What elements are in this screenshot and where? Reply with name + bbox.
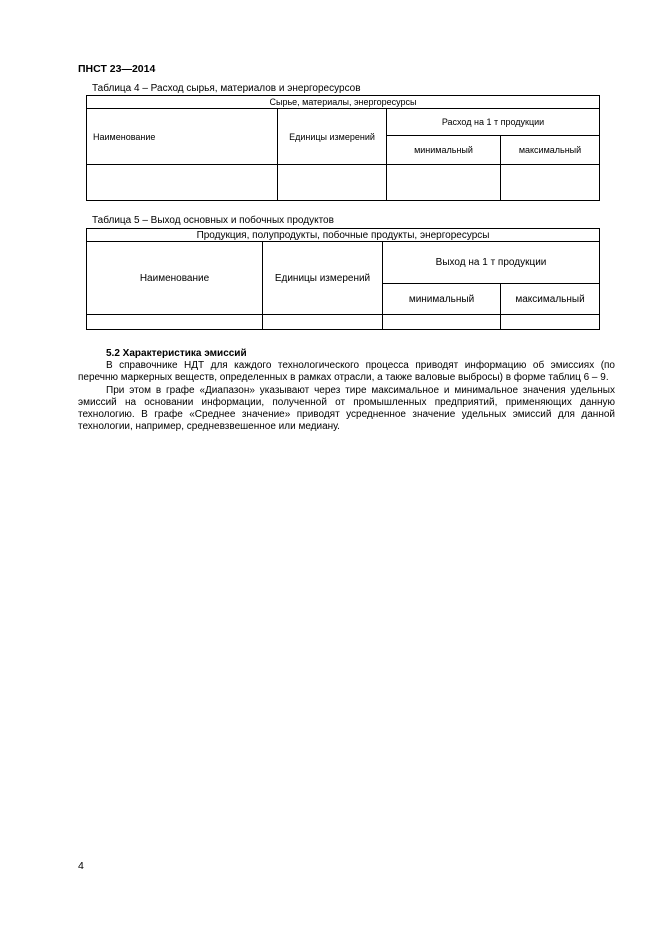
table4-col-min: минимальный bbox=[387, 136, 501, 165]
table4-caption: Таблица 4 – Расход сырья, материалов и энергоресурсов bbox=[92, 83, 361, 94]
paragraph: При этом в графе «Диапазон» указывают через тире максимальное и минимальное значения удельных эмиссий на основании информации, полученной от промышленных предприятий, применяющих данную технологию. В графе «Среднее значение» приводят усредненное значение удельных эмиссий для данной технологии, например, средневзвешенное или медиану. bbox=[78, 384, 615, 433]
table5-col-max: максимальный bbox=[501, 284, 600, 315]
table-cell bbox=[87, 315, 263, 330]
table-cell bbox=[387, 165, 501, 201]
table4-empty-row bbox=[87, 165, 600, 201]
table4 bbox=[86, 95, 600, 201]
table5-col-min: минимальный bbox=[383, 284, 501, 315]
table5-caption: Таблица 5 – Выход основных и побочных продуктов bbox=[92, 215, 334, 226]
table-cell bbox=[278, 165, 387, 201]
table4-col-rate: Расход на 1 т продукции bbox=[387, 109, 600, 136]
table5 bbox=[86, 228, 600, 330]
table5-col-name: Наименование bbox=[87, 242, 263, 315]
table5-empty-row bbox=[87, 315, 600, 330]
table-cell bbox=[263, 315, 383, 330]
section-5-2 bbox=[78, 348, 615, 433]
table-cell bbox=[87, 165, 278, 201]
page-number: 4 bbox=[78, 860, 84, 872]
table5-group-header: Продукция, полупродукты, побочные продукты, энергоресурсы bbox=[87, 229, 600, 242]
section-title: 5.2 Характеристика эмиссий bbox=[106, 348, 247, 359]
table5-col-units: Единицы измерений bbox=[263, 242, 383, 315]
table4-col-name: Наименование bbox=[87, 109, 278, 165]
table4-col-units: Единицы измерений bbox=[278, 109, 387, 165]
table4-col-max: максимальный bbox=[501, 136, 600, 165]
table4-group-header: Сырье, материалы, энергоресурсы bbox=[87, 96, 600, 109]
table-cell bbox=[383, 315, 501, 330]
paragraph: В справочнике НДТ для каждого технологического процесса приводят информацию об эмиссиях (по перечню маркерных веществ, определенных в рамках отрасли, а также валовые выбросы) в форме таблиц 6 – 9. bbox=[78, 360, 615, 384]
table-cell bbox=[501, 315, 600, 330]
document-code: ПНСТ 23—2014 bbox=[78, 63, 156, 75]
table5-col-rate: Выход на 1 т продукции bbox=[383, 242, 600, 284]
table-cell bbox=[501, 165, 600, 201]
